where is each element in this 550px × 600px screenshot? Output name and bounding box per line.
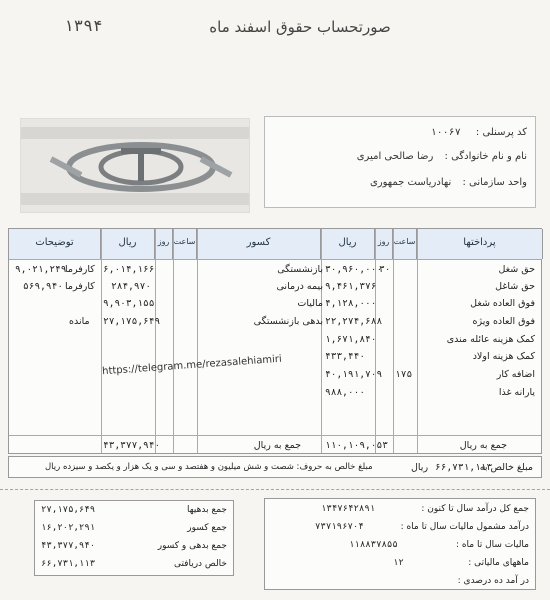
- payment-rial: ۳۰,۹۶۰,۰۰۰: [325, 264, 383, 275]
- header-deductions: کسور: [197, 229, 321, 259]
- summary-row: [35, 539, 233, 554]
- employee-name: رضا صالحی امیری: [356, 151, 434, 162]
- logo: [20, 118, 250, 213]
- summary-row: [35, 521, 233, 536]
- payment-rial: ۴,۱۲۸,۰۰۰: [325, 298, 377, 309]
- net-value: ۶۶,۷۳۱,۱۱۳: [435, 462, 493, 473]
- summary-row: [35, 503, 233, 518]
- watermark: https://telegram.me/rezasalehiamiri: [101, 353, 283, 378]
- summary-row: [265, 520, 535, 535]
- summary-value: ۱۳۴۷۶۴۲۸۹۱: [321, 504, 376, 514]
- summary-right: [264, 498, 536, 590]
- personnel-code-row: [431, 127, 527, 138]
- deduction-label: بیمه درمانی: [276, 281, 323, 292]
- payment-hour: ۱۷۵: [395, 369, 413, 380]
- deduction-rial: ۲۷,۱۷۵,۶۴۹: [103, 316, 161, 327]
- total-deductions-label: جمع به ریال: [253, 440, 301, 451]
- header-notes: توضیحات: [9, 229, 101, 259]
- total-payments: ۱۱۰,۱۰۹,۰۵۳: [325, 440, 388, 451]
- emblem-icon: [21, 119, 250, 213]
- note-label: کارفرما: [65, 281, 95, 292]
- header-payments: پرداختها: [417, 229, 543, 259]
- payroll-table: [8, 228, 542, 454]
- header-rial-right: ریال: [321, 229, 375, 259]
- note-value: ۹,۰۲۱,۲۴۹: [15, 264, 67, 275]
- summary-row: [265, 538, 535, 553]
- deduction-rial: ۲۸۴,۹۷۰: [111, 281, 152, 292]
- net-unit: ریال: [411, 462, 429, 473]
- summary-value: ۱۱۸۸۳۷۸۵۵: [349, 540, 398, 550]
- summary-label: مالیات سال تا ماه :: [455, 540, 529, 550]
- note-value: ۵۶۹,۹۴۰: [23, 281, 64, 292]
- summary-value: ۴۳,۳۷۷,۹۴۰: [41, 541, 96, 551]
- payment-label: کمک هزینه اولاد: [472, 351, 535, 362]
- divider: [0, 489, 550, 490]
- name-label: نام و نام خانوادگی :: [444, 151, 527, 162]
- summary-value: ۱۲: [393, 558, 404, 568]
- summary-value: ۲۷,۱۷۵,۶۴۹: [41, 505, 96, 515]
- summary-value: ۶۶,۷۳۱,۱۱۳: [41, 559, 96, 569]
- deduction-rial: ۶,۰۱۴,۱۶۶: [103, 264, 155, 275]
- header-day-right: روز: [375, 229, 393, 259]
- payment-label: حق شغل: [498, 264, 535, 275]
- payment-label: اضافه کار: [496, 369, 535, 380]
- net-label: مبلغ خالص به: [479, 462, 533, 473]
- header-hour-right: ساعت: [393, 229, 417, 259]
- personnel-code-label: کد پرسنلی :: [475, 127, 527, 138]
- page-title: صورتحساب حقوق اسفند ماه: [209, 18, 391, 36]
- summary-row: [265, 502, 535, 517]
- summary-row: [265, 574, 535, 589]
- payment-label: فوق العاده ویژه: [472, 316, 535, 327]
- payment-rial: ۴۳۳,۴۴۰: [325, 351, 366, 362]
- summary-row: [35, 557, 233, 572]
- name-row: [357, 151, 527, 162]
- summary-label: خالص دریافتی: [173, 559, 227, 569]
- summary-label: جمع کسور: [187, 523, 227, 533]
- total-payments-label: جمع به ریال: [459, 440, 507, 451]
- deduction-label: بدهی بازنشستگی: [253, 316, 323, 327]
- payment-rial: ۹۸۸,۰۰۰: [325, 387, 366, 398]
- summary-label: جمع بدهی و کسور: [157, 541, 227, 551]
- payment-rial: ۲۲,۲۷۴,۶۸۸: [325, 316, 383, 327]
- header-hour-left: ساعت: [173, 229, 197, 259]
- org-name: نهادریاست جمهوری: [369, 177, 452, 188]
- summary-label: ماههای مالیاتی :: [468, 558, 529, 568]
- payment-label: یارانه غذا: [498, 387, 535, 398]
- deduction-label: بازنشستگی: [277, 264, 323, 275]
- org-row: [370, 177, 527, 188]
- summary-label: در آمد ده درصدی :: [457, 576, 529, 586]
- header-day-left: روز: [155, 229, 173, 259]
- deduction-label: مالیات: [297, 298, 323, 309]
- summary-left: [34, 500, 234, 576]
- net-words: مبلغ خالص به حروف: شصت و شش میلیون و هفتصد و سی و یک هزار و یکصد و سیزده ریال: [45, 462, 373, 472]
- payment-day: ۳۰: [379, 264, 391, 275]
- note-label: کارفرما: [65, 264, 95, 275]
- payment-label: فوق العاده شغل: [470, 298, 535, 309]
- total-deductions: ۴۳,۳۷۷,۹۴۰: [103, 440, 161, 451]
- summary-label: جمع بدهیها: [187, 505, 227, 515]
- note-label: مانده: [69, 316, 90, 327]
- org-label: واحد سازمانی :: [462, 177, 527, 188]
- payment-label: حق شاغل: [495, 281, 535, 292]
- personnel-code: ۱۰۰۶۷: [430, 127, 461, 138]
- net-amount-row: [8, 456, 542, 478]
- deduction-rial: ۹,۹۰۳,۱۵۵: [103, 298, 155, 309]
- payment-label: کمک هزینه عائله مندی: [446, 334, 535, 345]
- payment-rial: ۴۰,۱۹۱,۷۰۹: [325, 369, 383, 380]
- summary-row: [265, 556, 535, 571]
- header-rial-left: ریال: [101, 229, 155, 259]
- summary-value: ۷۳۷۱۹۶۷۰۴: [315, 522, 364, 532]
- summary-label: جمع کل درآمد سال تا کنون :: [421, 504, 529, 514]
- payment-rial: ۹,۴۶۱,۳۷۶: [325, 281, 377, 292]
- employee-info: [264, 116, 536, 208]
- payment-rial: ۱,۶۷۱,۸۴۰: [325, 334, 377, 345]
- summary-value: ۱۶,۲۰۲,۲۹۱: [41, 523, 96, 533]
- year: ۱۳۹۴: [64, 16, 103, 35]
- summary-label: درآمد مشمول مالیات سال تا ماه :: [400, 522, 529, 532]
